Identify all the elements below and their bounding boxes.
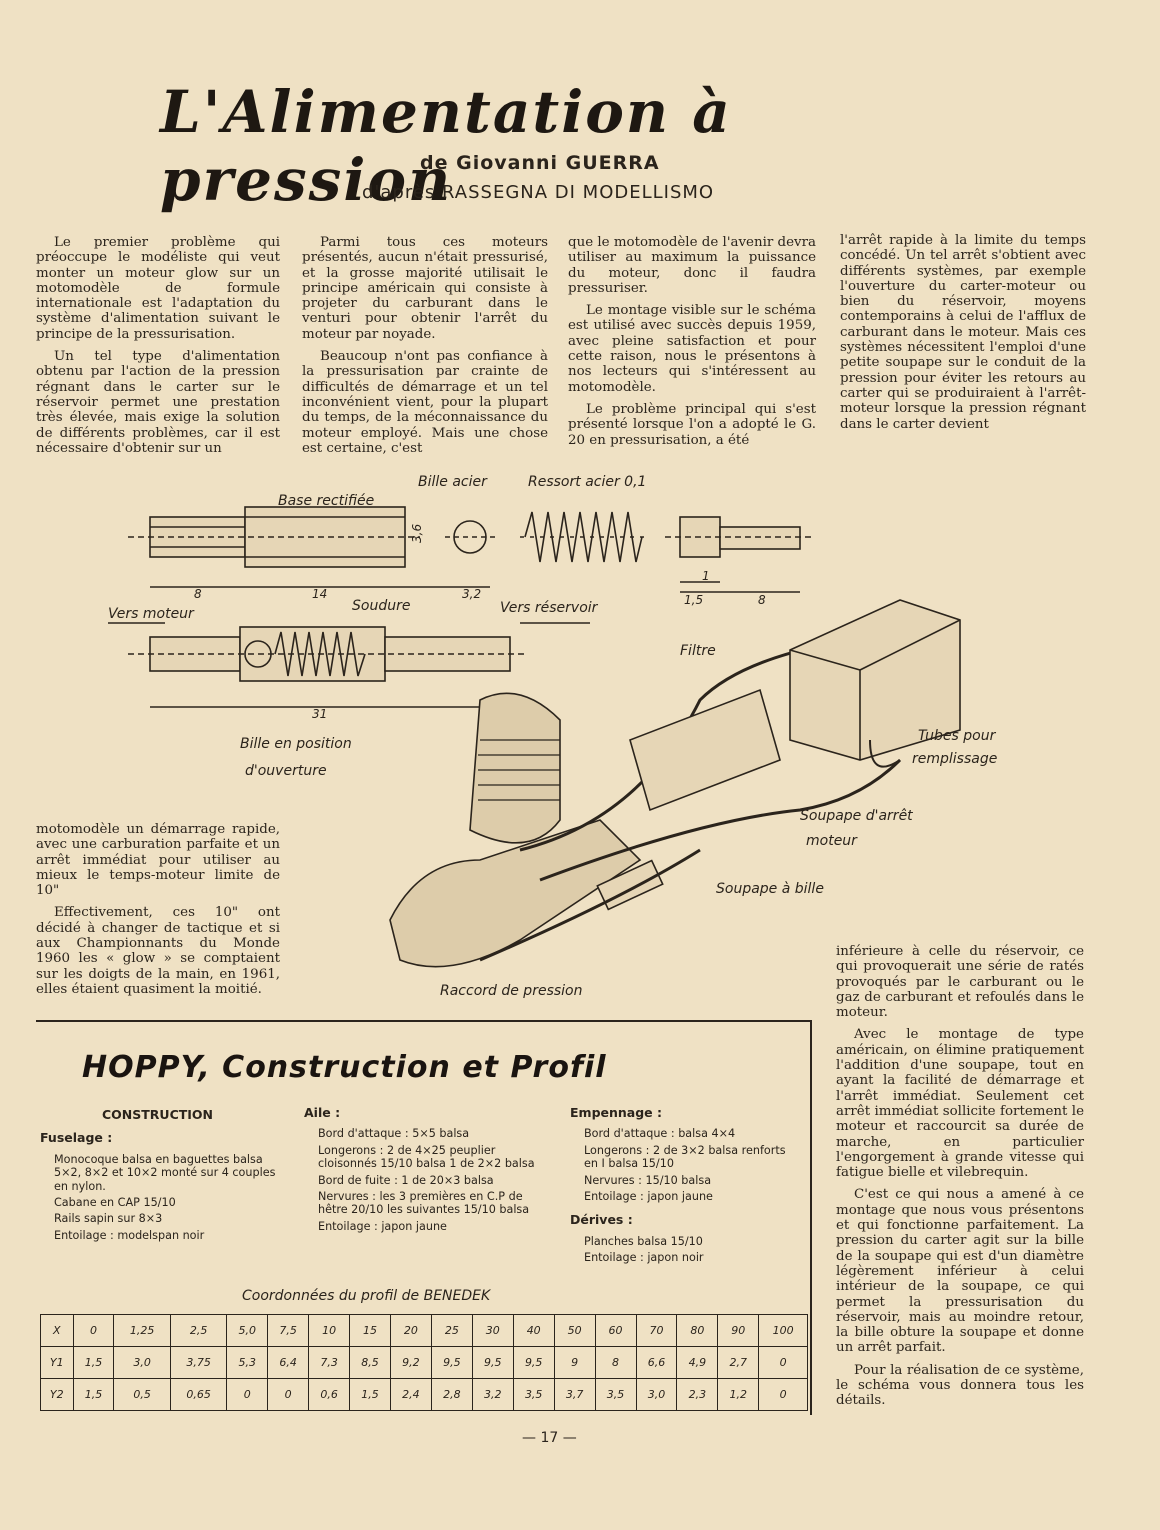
table-cell: Y2: [41, 1379, 74, 1411]
fuselage-heading: Fuselage :: [40, 1130, 113, 1146]
derives-heading: Dérives :: [570, 1212, 633, 1228]
paragraph: inférieure à celle du réservoir, ce qui provoquerait une série de ratés provoqués par le carburant ou le gaz de carburant et refoulés dans le moteur.: [836, 944, 1084, 1021]
table-cell: 2,4: [390, 1379, 431, 1411]
paragraph: C'est ce qui nous a amené à ce montage que nous vous présentons et qui fonctionne parfaitement. La pression du carter agit sur la bille de la soupape qui est d'un diamètre légèrement inférieur à celui intérieur de la soupape, ce qui permet la pressurisation du réservoir, mais au moindre retour, la bille obture la soupape et donne un arrêt parfait.: [836, 1187, 1084, 1356]
table-cell: 20: [390, 1315, 431, 1347]
table-cell: 3,2: [472, 1379, 513, 1411]
column-lower-right: [836, 944, 1084, 1409]
label-tubes-1: Tubes pour: [918, 728, 996, 744]
table-cell: 2,3: [677, 1379, 718, 1411]
table-cell: 1,5: [73, 1347, 114, 1379]
spec-item: Entoilage : japon jaune: [584, 1190, 713, 1204]
dim-31: 31: [312, 707, 328, 721]
label-ressort: Ressort acier 0,1: [528, 474, 647, 490]
paragraph: l'arrêt rapide à la limite du temps concédé. Un tel arrêt s'obtient avec différents systèmes, par exemple l'ouverture du carter-moteur ou bien du réservoir, moyens contemporains à celui de l'afflux de carburant dans le moteur. Mais ces systèmes nécessitent l'emploi d'une petite soupape sur le conduit de la pression pour éviter les retours au carter qui se produiraient à l'arrêt-moteur lorsque la pression régnant dans le carter devient: [840, 233, 1086, 432]
table-cell: 30: [472, 1315, 513, 1347]
spec-item: Longerons : 2 de 4×25 peuplier cloisonnés 15/10 balsa 1 de 2×2 balsa: [318, 1143, 535, 1171]
column-lower-left: [36, 822, 280, 997]
label-base: Base rectifiée: [278, 493, 375, 509]
table-cell: 0: [759, 1379, 808, 1411]
spec-item: Longerons : 2 de 3×2 balsa renforts en I balsa 15/10: [584, 1143, 786, 1171]
paragraph: Parmi tous ces moteurs présentés, aucun n'était pressurisé, et la grosse majorité utilisait le principe américain qui consiste à projeter du carburant dans le venturi pour obtenir l'arrêt du moteur par noyade.: [302, 235, 548, 342]
table-cell: 3,7: [554, 1379, 595, 1411]
table-cell: 7,5: [268, 1315, 309, 1347]
table-cell: 10: [309, 1315, 350, 1347]
table-row: [41, 1315, 808, 1347]
table-cell: 8: [595, 1347, 636, 1379]
article-author: de Giovanni GUERRA: [420, 152, 660, 174]
profile-title: Coordonnées du profil de BENEDEK: [242, 1288, 491, 1304]
table-cell: 1,2: [718, 1379, 759, 1411]
table-cell: 9,2: [390, 1347, 431, 1379]
hoppy-title: HOPPY, Construction et Profil: [82, 1050, 607, 1085]
table-cell: 1,5: [350, 1379, 391, 1411]
table-cell: 9,5: [472, 1347, 513, 1379]
table-cell: 3,0: [114, 1347, 170, 1379]
paragraph: Le problème principal qui s'est présenté lorsque l'on a adopté le G. 20 en pressurisation, a été: [568, 401, 816, 448]
label-vers-moteur: Vers moteur: [108, 606, 194, 622]
table-row: [41, 1379, 808, 1411]
table-cell: 0: [268, 1379, 309, 1411]
table-cell: 1,25: [114, 1315, 170, 1347]
dim-8b: 8: [758, 593, 766, 607]
table-cell: 6,6: [636, 1347, 677, 1379]
paragraph: Avec le montage de type américain, on élimine pratiquement l'addition d'une soupape, tout en ayant la facilité de démarrage et l'arrêt immédiat. Seulement cet arrêt immédiat sollicite fortement le moteur et raccourcit sa durée de marche, en particulier l'engorgement à grande vitesse qui fatigue bielle et vilebrequin.: [836, 1027, 1084, 1181]
empennage-heading: Empennage :: [570, 1105, 662, 1120]
label-soudure: Soudure: [352, 598, 411, 614]
paragraph: Le premier problème qui préoccupe le modéliste qui veut monter un moteur glow sur un motomodèle de formule internationale est l'adaptation du système d'alimentation suivant le principe de la pressurisation.: [36, 235, 280, 342]
table-cell: 60: [595, 1315, 636, 1347]
dim-1-5: 1,5: [684, 593, 704, 607]
table-cell: 4,9: [677, 1347, 718, 1379]
spec-item: Bord de fuite : 1 de 20×3 balsa: [318, 1173, 494, 1187]
spec-item: Monocoque balsa en baguettes balsa 5×2, 8×2 et 10×2 monté sur 4 couples en nylon.: [54, 1152, 276, 1193]
table-cell: 3,5: [513, 1379, 554, 1411]
label-bille-acier: Bille acier: [418, 474, 487, 490]
article-source: d'après RASSEGNA DI MODELLISMO: [362, 182, 715, 203]
table-cell: Y1: [41, 1347, 74, 1379]
spec-item: Rails sapin sur 8×3: [54, 1212, 163, 1226]
aile-block: [304, 1106, 550, 1236]
table-cell: 5,0: [227, 1315, 268, 1347]
table-cell: 2,5: [170, 1315, 226, 1347]
paragraph: Beaucoup n'ont pas confiance à la pressurisation par crainte de difficultés de démarrage et un tel inconvénient vient, pour la plupart du temps, de la méconnaissance du moteur employé. Mais une chose est certaine, c'est: [302, 349, 548, 456]
spec-item: Entoilage : japon jaune: [318, 1219, 447, 1233]
spec-item: Cabane en CAP 15/10: [54, 1196, 176, 1210]
table-cell: 80: [677, 1315, 718, 1347]
table-cell: 9,5: [513, 1347, 554, 1379]
table-cell: 3,0: [636, 1379, 677, 1411]
table-cell: 2,7: [718, 1347, 759, 1379]
empennage-block: [570, 1106, 800, 1268]
table-cell: 90: [718, 1315, 759, 1347]
label-raccord: Raccord de pression: [440, 983, 583, 999]
table-cell: 3,75: [170, 1347, 226, 1379]
table-cell: 40: [513, 1315, 554, 1347]
spec-item: Entoilage : modelspan noir: [54, 1228, 205, 1242]
construction-heading: CONSTRUCTION: [102, 1107, 214, 1122]
dim-8: 8: [194, 587, 202, 601]
label-bille-position-1: Bille en position: [240, 736, 352, 752]
table-cell: 8,5: [350, 1347, 391, 1379]
paragraph: Pour la réalisation de ce système, le schéma vous donnera tous les détails.: [836, 1362, 1084, 1409]
page-number: — 17 —: [522, 1430, 577, 1446]
dim-3-6: 3,6: [410, 523, 424, 543]
table-cell: 0: [759, 1347, 808, 1379]
table-cell: 15: [350, 1315, 391, 1347]
table-cell: 1,5: [73, 1379, 114, 1411]
paragraph: Le montage visible sur le schéma est utilisé avec succès depuis 1959, avec pleine satisfaction et pour cette raison, nous le présentons à nos lecteurs qui s'intéressent au motomodèle.: [568, 303, 816, 395]
label-filtre: Filtre: [680, 643, 716, 659]
table-cell: 6,4: [268, 1347, 309, 1379]
aile-heading: Aile :: [304, 1105, 341, 1120]
spec-item: Nervures : 15/10 balsa: [584, 1173, 712, 1187]
spec-item: Entoilage : japon noir: [584, 1251, 704, 1265]
dim-14: 14: [312, 587, 328, 601]
paragraph: que le motomodèle de l'avenir devra utiliser au maximum la puissance du moteur, donc il faudra pressuriser.: [568, 235, 816, 296]
label-tubes-2: remplissage: [912, 751, 998, 767]
dim-3-2: 3,2: [462, 587, 482, 601]
paragraph: motomodèle un démarrage rapide, avec une carburation parfaite et un arrêt immédiat pour utiliser au mieux le temps-moteur limite de 10": [36, 822, 280, 899]
table-cell: 0,5: [114, 1379, 170, 1411]
table-cell: 0: [73, 1315, 114, 1347]
spec-item: Bord d'attaque : 5×5 balsa: [318, 1127, 470, 1141]
label-bille-position-2: d'ouverture: [245, 763, 327, 779]
table-cell: 70: [636, 1315, 677, 1347]
profile-table: [40, 1314, 808, 1411]
table-cell: 0,65: [170, 1379, 226, 1411]
section-divider-vertical: [810, 1020, 812, 1415]
label-soupape-arret-1: Soupape d'arrêt: [800, 808, 913, 824]
spec-item: Nervures : les 3 premières en C.P de hêtre 20/10 les suivantes 15/10 balsa: [318, 1190, 530, 1217]
dim-1: 1: [702, 569, 710, 583]
paragraph: Un tel type d'alimentation obtenu par l'action de la pression régnant dans le carter sur le réservoir permet une prestation très élevée, mais exige la solution de différents problèmes, car il est nécessaire d'obtenir sur un: [36, 349, 280, 456]
table-cell: 0,6: [309, 1379, 350, 1411]
table-cell: 100: [759, 1315, 808, 1347]
table-cell: 25: [431, 1315, 472, 1347]
table-cell: 5,3: [227, 1347, 268, 1379]
table-cell: 50: [554, 1315, 595, 1347]
table-cell: 9,5: [431, 1347, 472, 1379]
label-soupape-arret-2: moteur: [806, 833, 857, 849]
spec-item: Bord d'attaque : balsa 4×4: [584, 1127, 736, 1141]
table-cell: 2,8: [431, 1379, 472, 1411]
table-cell: 0: [227, 1379, 268, 1411]
article-title: L'Alimentation à pression: [160, 78, 732, 214]
label-vers-reservoir: Vers réservoir: [500, 600, 598, 616]
construction-block: [40, 1108, 290, 1245]
table-row: [41, 1347, 808, 1379]
section-divider: [36, 1020, 812, 1022]
paragraph: Effectivement, ces 10" ont décidé à changer de tactique et si aux Championnants du Monde 1960 les « glow » se comptaient sur les doigts de la main, en 1961, elles étaient quasiment la moitié.: [36, 905, 280, 997]
label-soupape-bille: Soupape à bille: [716, 881, 824, 897]
table-cell: 9: [554, 1347, 595, 1379]
spec-item: Planches balsa 15/10: [584, 1234, 703, 1248]
table-cell: X: [41, 1315, 74, 1347]
table-cell: 3,5: [595, 1379, 636, 1411]
table-cell: 7,3: [309, 1347, 350, 1379]
